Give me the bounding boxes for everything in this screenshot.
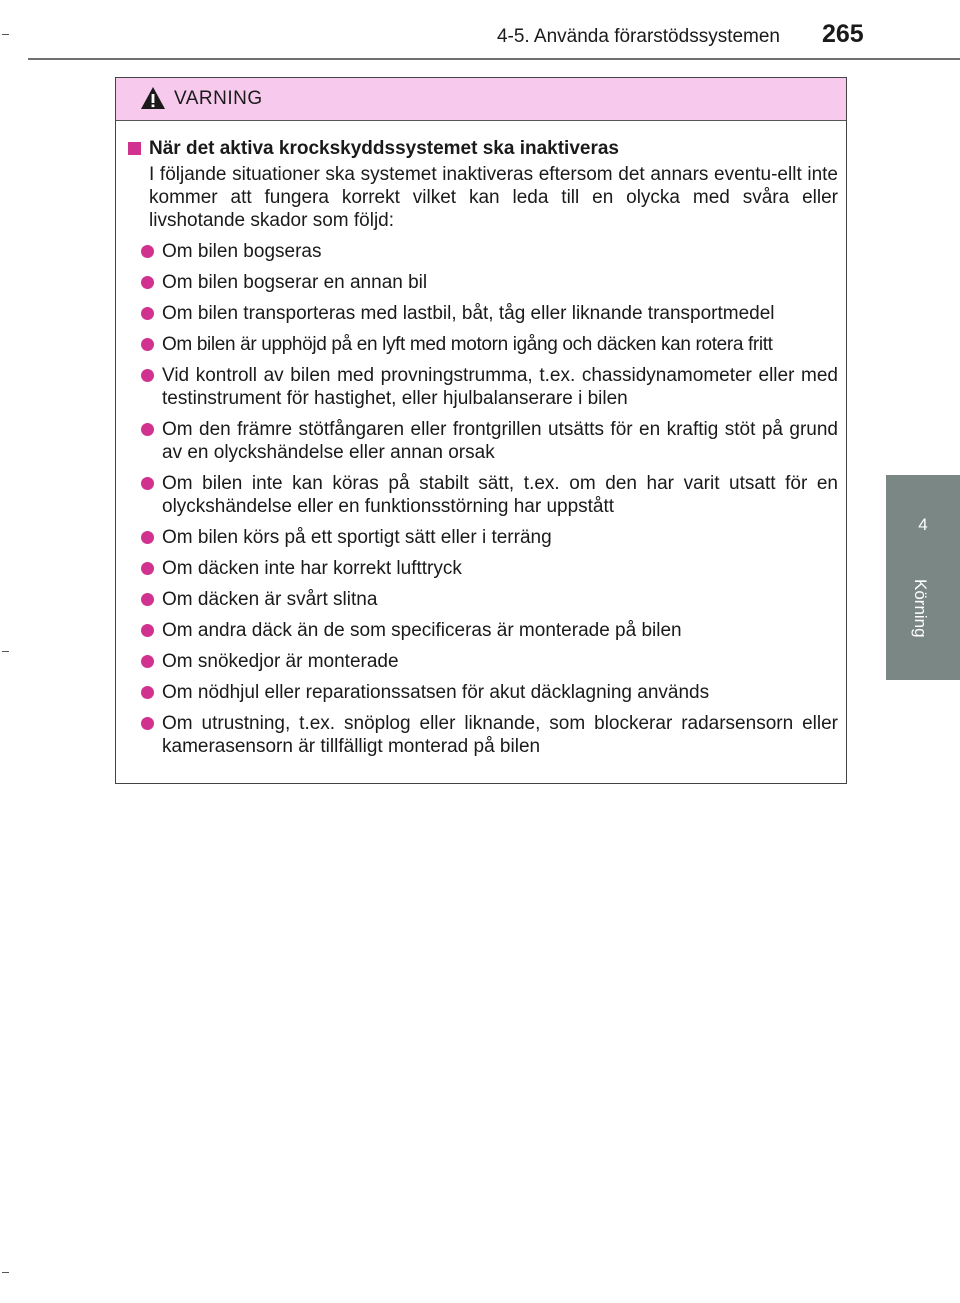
- list-item: [126, 681, 838, 704]
- list-item-text: Om däcken är svårt slitna: [162, 589, 378, 610]
- bullet-dot-icon: [141, 562, 154, 575]
- bullet-dot-icon: [141, 276, 154, 289]
- list-item: [126, 526, 838, 549]
- list-item: [126, 333, 838, 356]
- crop-mark: [2, 651, 9, 652]
- bullet-dot-icon: [141, 624, 154, 637]
- warning-triangle-icon: [140, 86, 166, 110]
- list-item: [126, 650, 838, 673]
- list-item: [126, 364, 838, 410]
- chapter-number: 4: [918, 515, 928, 534]
- section-heading-text: När det aktiva krockskyddssystemet ska inaktiveras: [149, 138, 619, 159]
- warning-box: [115, 77, 847, 784]
- list-item-text: Om nödhjul eller reparationssatsen för akut däcklagning används: [162, 682, 710, 703]
- bullet-dot-icon: [141, 369, 154, 382]
- chapter-label: Körning: [911, 579, 930, 638]
- section-title: 4-5. Använda förarstödssystemen: [496, 26, 780, 47]
- bullet-dot-icon: [141, 338, 154, 351]
- list-item-text: Om bilen inte kan köras på stabilt sätt, t.ex. om den har varit utsatt för en olyckshändelse eller en funktionsstörning har uppstått: [162, 473, 838, 517]
- list-item-text: Om däcken inte har korrekt lufttryck: [162, 558, 462, 579]
- list-item-text: Om bilen körs på ett sportigt sätt eller i terräng: [162, 527, 552, 548]
- bullet-dot-icon: [141, 477, 154, 490]
- crop-mark: [2, 34, 9, 35]
- list-item: [126, 472, 838, 518]
- list-item: [126, 557, 838, 580]
- warning-header: [116, 78, 846, 121]
- intro-paragraph: I följande situationer ska systemet inaktiveras eftersom det annars eventu-ellt inte kommer att fungera korrekt vilket kan leda till en olycka med svåra eller livshotande skador som följd:: [149, 164, 838, 231]
- section-heading: [126, 137, 838, 160]
- list-item: [126, 271, 838, 294]
- bullet-dot-icon: [141, 717, 154, 730]
- list-item: [126, 418, 838, 464]
- list-item-text: Om andra däck än de som specificeras är monterade på bilen: [162, 620, 682, 641]
- list-item: [126, 712, 838, 758]
- bullet-dot-icon: [141, 307, 154, 320]
- crop-mark: [2, 1272, 9, 1273]
- list-item-text: Om bilen bogserar en annan bil: [162, 272, 428, 293]
- bullet-dot-icon: [141, 655, 154, 668]
- header-rule: [28, 58, 960, 60]
- list-item: [126, 240, 838, 263]
- list-item-text: Vid kontroll av bilen med provningstrumma, t.ex. chassidynamometer eller med testinstrument för hastighet, eller hjulbalanserare i bilen: [162, 365, 838, 409]
- bullet-dot-icon: [141, 593, 154, 606]
- page-number: 265: [822, 20, 864, 48]
- list-item-text: Om bilen bogseras: [162, 241, 322, 262]
- list-item-text: Om bilen transporteras med lastbil, båt, tåg eller liknande transportmedel: [162, 303, 775, 324]
- bullet-list: [126, 240, 838, 758]
- bullet-dot-icon: [141, 423, 154, 436]
- bullet-dot-icon: [141, 531, 154, 544]
- bullet-dot-icon: [141, 245, 154, 258]
- list-item-text: Om utrustning, t.ex. snöplog eller liknande, som blockerar radarsensorn eller kamerasensorn är tillfälligt monterad på bilen: [162, 713, 838, 757]
- list-item: [126, 588, 838, 611]
- list-item: [126, 619, 838, 642]
- bullet-dot-icon: [141, 686, 154, 699]
- list-item-text: Om snökedjor är monterade: [162, 651, 399, 672]
- chapter-side-tab: [886, 475, 960, 680]
- warning-body: [116, 121, 846, 758]
- square-bullet-icon: [128, 142, 141, 155]
- list-item-text: Om bilen är upphöjd på en lyft med motorn igång och däcken kan rotera fritt: [162, 334, 773, 355]
- warning-title: VARNING: [174, 88, 263, 109]
- list-item-text: Om den främre stötfångaren eller frontgrillen utsätts för en kraftig stöt på grund av en olyckshändelse eller annan orsak: [162, 419, 838, 463]
- list-item: [126, 302, 838, 325]
